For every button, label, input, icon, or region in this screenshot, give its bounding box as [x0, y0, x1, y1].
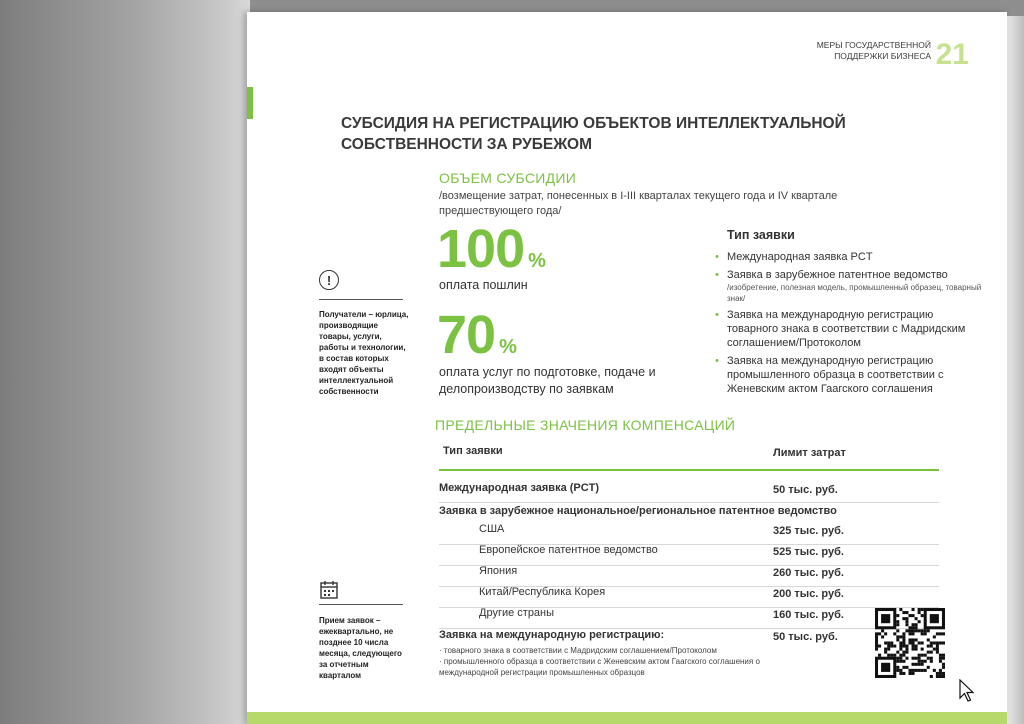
application-type-list: [713, 250, 983, 400]
calendar-icon: [319, 580, 339, 600]
row-name: Япония: [479, 565, 518, 577]
percent-100: [437, 219, 546, 279]
note-line: · промышленного образца в соответствии с Женевским актом Гаагского соглашения о международной регистрации промышленных образцов: [439, 657, 760, 677]
exclamation-circle-icon: !: [319, 270, 339, 290]
percent-unit: %: [528, 250, 546, 272]
subsidy-note: /возмещение затрат, понесенных в I-III кварталах текущего года и IV квартале предшествующего года/: [439, 190, 838, 217]
percent-unit: %: [499, 336, 517, 358]
row-name: Заявка на международную регистрацию:: [439, 629, 665, 641]
page-edge: [1006, 16, 1024, 724]
list-item-label: Международная заявка PCT: [727, 251, 873, 263]
subsidy-heading: ОБЪЕМ СУБСИДИИ: [439, 170, 577, 186]
percent-100-caption: оплата пошлин: [439, 278, 528, 292]
table-row: [439, 565, 939, 587]
table-row: [439, 482, 939, 503]
table-row: [439, 544, 939, 566]
list-item-sub: /изобретение, полезная модель, промышленный образец, товарный знак/: [727, 283, 982, 303]
row-value: 50 тыс. руб.: [773, 484, 838, 496]
brochure-page: [247, 12, 1007, 724]
row-value: 525 тыс. руб.: [773, 546, 844, 558]
row-name: США: [479, 523, 505, 535]
column-header-type: Тип заявки: [443, 445, 503, 457]
table-row: [439, 505, 939, 523]
table-row: [439, 586, 939, 608]
percent-value: 70: [437, 305, 496, 365]
list-item: [713, 308, 983, 350]
green-tab-marker: [247, 87, 253, 119]
row-value: 325 тыс. руб.: [773, 525, 844, 537]
column-header-limit: Лимит затрат: [773, 447, 846, 459]
row-name: Заявка в зарубежное национальное/региональное патентное ведомство: [439, 505, 837, 517]
table-row: [439, 523, 939, 545]
note-line: · товарного знака в соответствии с Мадридским соглашением/Протоколом: [439, 646, 717, 655]
row-value: 50 тыс. руб.: [773, 631, 838, 643]
list-item-label: Заявка в зарубежное патентное ведомство: [727, 269, 948, 281]
percent-70-caption: оплата услуг по подготовке, подаче и делопроизводству по заявкам: [439, 365, 656, 396]
row-value: 160 тыс. руб.: [773, 609, 844, 621]
row-name: Международная заявка (PCT): [439, 482, 600, 494]
table-row: [439, 629, 939, 689]
list-item-label: Заявка на международную регистрацию товарного знака в соответствии с Мадридским соглашением/Протоколом: [727, 309, 966, 349]
divider: [319, 604, 403, 605]
left-page-shadow: [0, 0, 250, 724]
row-name: Европейское патентное ведомство: [479, 544, 658, 556]
bottom-green-bar: [247, 712, 1007, 724]
mouse-pointer-icon: [959, 679, 975, 703]
row-value: 260 тыс. руб.: [773, 567, 844, 579]
divider: [319, 299, 403, 300]
compensation-heading: ПРЕДЕЛЬНЫЕ ЗНАЧЕНИЯ КОМПЕНСАЦИЙ: [435, 417, 736, 433]
section-label: МЕРЫ ГОСУДАРСТВЕННОЙ ПОДДЕРЖКИ БИЗНЕСА: [816, 40, 931, 61]
row-name: Китай/Республика Корея: [479, 586, 606, 598]
list-item: [713, 268, 983, 304]
row-notes: [439, 645, 769, 678]
list-item: [713, 354, 983, 396]
percent-70: [437, 305, 517, 365]
page-title: СУБСИДИЯ НА РЕГИСТРАЦИЮ ОБЪЕКТОВ ИНТЕЛЛЕКТУАЛЬНОЙ СОБСТВЕННОСТИ ЗА РУБЕЖОМ: [341, 115, 846, 153]
row-value: 200 тыс. руб.: [773, 588, 844, 600]
qr-code[interactable]: [875, 608, 945, 678]
deadline-text: Прием заявок – ежеквартально, не позднее 10 числа месяца, следующего за отчетным кварталом: [319, 616, 402, 680]
page-number: 21: [935, 38, 969, 71]
list-item: [713, 250, 983, 264]
percent-value: 100: [437, 219, 525, 279]
table-header: [439, 445, 939, 471]
row-name: Другие страны: [479, 607, 555, 619]
table-row: [439, 607, 939, 629]
list-item-label: Заявка на международную регистрацию промышленного образца в соответствии с Женевским актом Гаагского соглашения: [727, 355, 944, 395]
recipients-text: Получатели – юрлица, производящие товары, услуги, работы и технологии, в состав которых входят объекты интеллектуальной собственности: [319, 310, 409, 396]
application-type-heading: Тип заявки: [727, 228, 795, 242]
